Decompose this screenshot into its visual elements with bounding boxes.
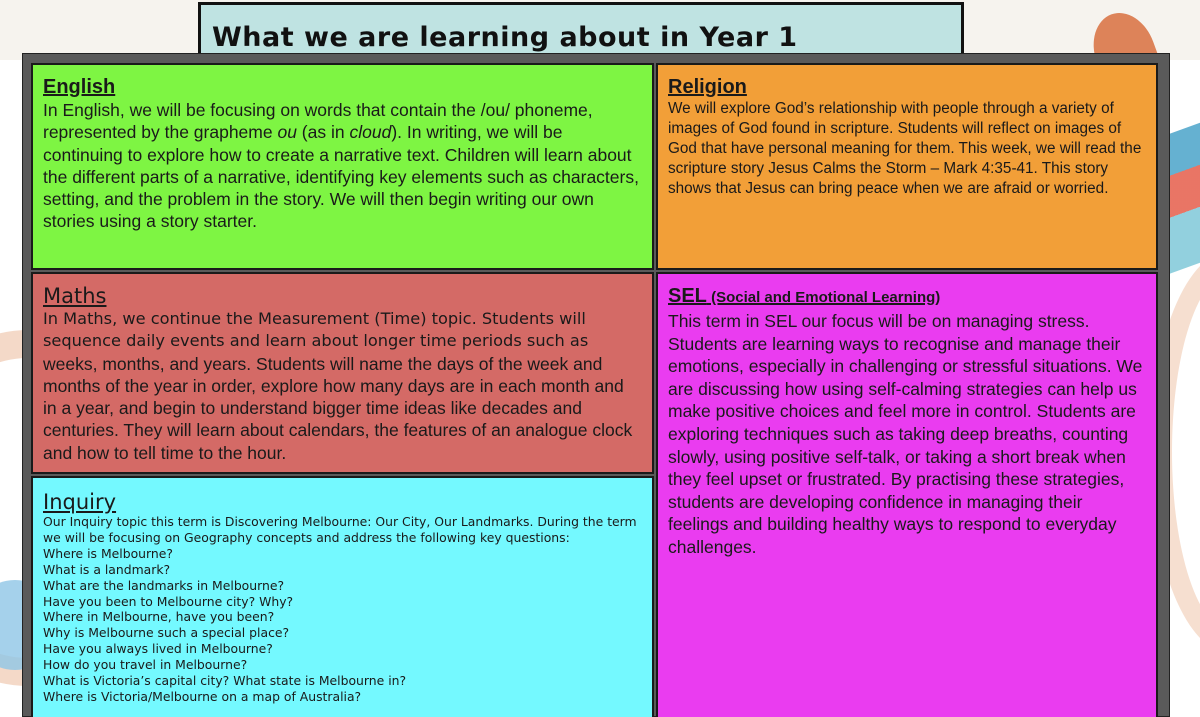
inquiry-panel [31,476,654,717]
religion-panel [656,63,1158,270]
maths-panel [31,272,654,474]
inquiry-question: Have you been to Melbourne city? Why? [43,593,294,609]
inquiry-question: What are the landmarks in Melbourne? [43,577,285,593]
inquiry-question: Where is Victoria/Melbourne on a map of Australia? [43,688,362,704]
page-title: What we are learning about in Year 1 [212,22,798,53]
english-heading: English [43,76,116,98]
inquiry-question: Where is Melbourne? [43,545,173,561]
religion-body: We will explore God’s relationship with people through a variety of images of God found in scripture. Students will reflect on images of God that have personal meaning for them. This week, we will read the scripture story Jesus Calms the Storm – Mark 4:35-41. This story shows that Jesus can bring peace when we are afraid or worried. [668,100,1142,198]
maths-body-intro: In Maths, we continue the Measurement (Time) topic. Students will sequence daily events and learn about longer time periods such as [43,309,589,351]
english-body: In English, we will be focusing on words that contain the /ou/ phoneme, represented by the grapheme ou (as in cloud). In writing, we will be continuing to explore how to create a narrative text. Children will learn about the different parts of a narrative, identifying key elements such as characters, setting, and the problem in the story. We will then begin writing our own stories using a story starter. [43,100,639,232]
maths-body: weeks, months, and years. Students will name the days of the week and months of the year in order, explore how many days are in each month and in a year, and begin to understand bigger time ideas like decades and centuries. They will learn about calendars, the features of an analogue clock and how to tell time to the hour. [43,353,633,463]
sel-body: This term in SEL our focus will be on managing stress. Students are learning ways to recognise and manage their emotions, especially in challenging or stressful situations. We are discussing how using self-calming strategies can help us make positive choices and feel more in control. Students are exploring techniques such as taking deep breaths, counting slowly, using positive self-talk, or taking a short break when they feel upset or frustrated. By practising these strategies, students are developing confidence in managing their feelings and building healthy ways to respond to everyday challenges. [668,311,1143,557]
inquiry-heading: Inquiry [43,490,117,514]
inquiry-question: What is Victoria’s capital city? What state is Melbourne in? [43,673,407,689]
sel-panel [656,272,1158,717]
sel-heading-line [668,284,1146,310]
inquiry-question: What is a landmark? [43,561,171,577]
english-panel [31,63,654,270]
religion-heading: Religion [668,76,747,98]
sel-heading: SEL [668,285,707,307]
maths-heading: Maths [43,284,107,308]
sel-subheading: (Social and Emotional Learning) [706,289,941,306]
inquiry-question-list [43,546,642,705]
inquiry-question: Have you always lived in Melbourne? [43,641,273,657]
inquiry-question: Why is Melbourne such a special place? [43,625,290,641]
inquiry-question: How do you travel in Melbourne? [43,657,248,673]
inquiry-question: Where in Melbourne, have you been? [43,609,275,625]
inquiry-intro: Our Inquiry topic this term is Discovering Melbourne: Our City, Our Landmarks. During the term we will be focusing on Geography concepts and address the following key questions: [43,514,637,545]
